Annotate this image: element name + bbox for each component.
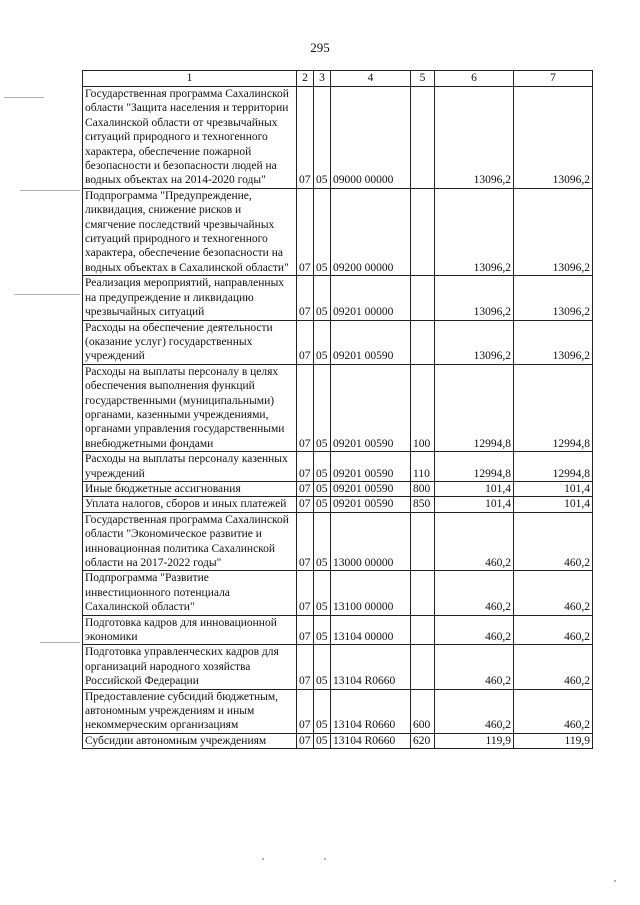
- row-amount-2: 460,2: [514, 512, 593, 571]
- row-amount-2: 101,4: [514, 497, 593, 512]
- row-subsection: 05: [314, 364, 331, 451]
- column-header: 3: [314, 71, 331, 87]
- row-amount-1: 13096,2: [435, 320, 514, 364]
- row-expense-type: [411, 645, 435, 689]
- row-section: 07: [297, 571, 314, 615]
- row-target-article: 13104 00000: [331, 615, 411, 645]
- row-target-article: 13104 R0660: [331, 733, 411, 748]
- table-header-row: [83, 71, 593, 87]
- row-target-article: 09200 00000: [331, 188, 411, 275]
- column-header: 2: [297, 71, 314, 87]
- row-amount-2: 101,4: [514, 481, 593, 496]
- scan-artifact: [4, 97, 44, 98]
- table-row: [83, 571, 593, 615]
- row-section: 07: [297, 645, 314, 689]
- row-amount-2: 119,9: [514, 733, 593, 748]
- row-subsection: 05: [314, 571, 331, 615]
- row-expense-type: [411, 276, 435, 320]
- row-section: 07: [297, 512, 314, 571]
- row-name: Подпрограмма "Предупреждение, ликвидация, снижение рисков и смягчение последствий чрезвычайных ситуаций природного и техногенного характера, обеспечение безопасности на водных объектах в Сахалинской области": [83, 188, 297, 275]
- row-subsection: 05: [314, 188, 331, 275]
- row-expense-type: 100: [411, 364, 435, 451]
- row-amount-2: 13096,2: [514, 320, 593, 364]
- row-amount-1: 460,2: [435, 689, 514, 733]
- row-amount-2: 12994,8: [514, 364, 593, 451]
- row-name: Подготовка управленческих кадров для организаций народного хозяйства Российской Федерации: [83, 645, 297, 689]
- row-name: Расходы на выплаты персоналу в целях обеспечения выполнения функций государственными (муниципальными) органами, казенными учреждениями, органами управления государственными внебюджетными фондами: [83, 364, 297, 451]
- table-row: [83, 481, 593, 496]
- table-row: [83, 452, 593, 482]
- row-amount-1: 13096,2: [435, 87, 514, 189]
- row-section: 07: [297, 615, 314, 645]
- row-target-article: 09201 00000: [331, 276, 411, 320]
- table-row: [83, 320, 593, 364]
- row-section: 07: [297, 87, 314, 189]
- table-row: [83, 276, 593, 320]
- row-expense-type: [411, 188, 435, 275]
- table-body: [83, 87, 593, 749]
- table-row: [83, 645, 593, 689]
- row-target-article: 09201 00590: [331, 497, 411, 512]
- row-expense-type: 800: [411, 481, 435, 496]
- scan-artifact: [262, 858, 264, 860]
- row-target-article: 13100 00000: [331, 571, 411, 615]
- row-amount-2: 13096,2: [514, 87, 593, 189]
- row-amount-1: 101,4: [435, 481, 514, 496]
- row-section: 07: [297, 733, 314, 748]
- row-amount-2: 460,2: [514, 689, 593, 733]
- row-expense-type: 850: [411, 497, 435, 512]
- row-name: Расходы на выплаты персоналу казенных учреждений: [83, 452, 297, 482]
- row-amount-1: 460,2: [435, 645, 514, 689]
- table-row: [83, 689, 593, 733]
- row-expense-type: 600: [411, 689, 435, 733]
- row-expense-type: 110: [411, 452, 435, 482]
- row-amount-1: 460,2: [435, 512, 514, 571]
- row-amount-1: 119,9: [435, 733, 514, 748]
- row-section: 07: [297, 320, 314, 364]
- row-subsection: 05: [314, 689, 331, 733]
- scan-artifact: [14, 294, 80, 295]
- row-subsection: 05: [314, 645, 331, 689]
- row-target-article: 13104 R0660: [331, 645, 411, 689]
- row-section: 07: [297, 188, 314, 275]
- row-amount-1: 13096,2: [435, 276, 514, 320]
- table-row: [83, 364, 593, 451]
- row-name: Иные бюджетные ассигнования: [83, 481, 297, 496]
- column-header: 4: [331, 71, 411, 87]
- row-expense-type: [411, 615, 435, 645]
- row-name: Подпрограмма "Развитие инвестиционного потенциала Сахалинской области": [83, 571, 297, 615]
- budget-table: [82, 70, 593, 749]
- row-subsection: 05: [314, 481, 331, 496]
- scan-artifact: [324, 858, 326, 860]
- row-name: Государственная программа Сахалинской области "Защита населения и территории Сахалинской области от чрезвычайных ситуаций природного и техногенного характера, обеспечение пожарной безопасности и безопасности людей на водных объектах на 2014-2020 годы": [83, 87, 297, 189]
- row-target-article: 13000 00000: [331, 512, 411, 571]
- row-target-article: 09201 00590: [331, 364, 411, 451]
- row-target-article: 09201 00590: [331, 452, 411, 482]
- row-name: Реализация мероприятий, направленных на предупреждение и ликвидацию чрезвычайных ситуаций: [83, 276, 297, 320]
- row-subsection: 05: [314, 512, 331, 571]
- row-section: 07: [297, 689, 314, 733]
- row-section: 07: [297, 276, 314, 320]
- row-expense-type: [411, 320, 435, 364]
- row-expense-type: [411, 87, 435, 189]
- row-amount-2: 13096,2: [514, 276, 593, 320]
- table-row: [83, 497, 593, 512]
- row-target-article: 09201 00590: [331, 320, 411, 364]
- row-amount-2: 460,2: [514, 615, 593, 645]
- column-header: 6: [435, 71, 514, 87]
- row-section: 07: [297, 481, 314, 496]
- page-number: 295: [310, 40, 330, 55]
- scan-artifact: [20, 190, 80, 191]
- row-expense-type: [411, 512, 435, 571]
- row-amount-1: 460,2: [435, 571, 514, 615]
- row-subsection: 05: [314, 320, 331, 364]
- column-header: 7: [514, 71, 593, 87]
- row-target-article: 13104 R0660: [331, 689, 411, 733]
- scan-artifact: [614, 880, 616, 882]
- row-name: Государственная программа Сахалинской области "Экономическое развитие и инновационная политика Сахалинской области на 2017-2022 годы": [83, 512, 297, 571]
- scan-artifact: [40, 642, 80, 643]
- row-name: Подготовка кадров для инновационной экономики: [83, 615, 297, 645]
- row-subsection: 05: [314, 497, 331, 512]
- row-amount-2: 460,2: [514, 571, 593, 615]
- row-section: 07: [297, 452, 314, 482]
- row-amount-1: 13096,2: [435, 188, 514, 275]
- row-name: Расходы на обеспечение деятельности (оказание услуг) государственных учреждений: [83, 320, 297, 364]
- row-target-article: 09201 00590: [331, 481, 411, 496]
- row-section: 07: [297, 364, 314, 451]
- row-amount-2: 460,2: [514, 645, 593, 689]
- row-name: Уплата налогов, сборов и иных платежей: [83, 497, 297, 512]
- table-row: [83, 188, 593, 275]
- row-amount-2: 13096,2: [514, 188, 593, 275]
- row-expense-type: [411, 571, 435, 615]
- row-subsection: 05: [314, 615, 331, 645]
- table-row: [83, 733, 593, 748]
- row-amount-1: 460,2: [435, 615, 514, 645]
- row-expense-type: 620: [411, 733, 435, 748]
- column-header: 1: [83, 71, 297, 87]
- row-amount-1: 101,4: [435, 497, 514, 512]
- table-row: [83, 512, 593, 571]
- row-amount-2: 12994,8: [514, 452, 593, 482]
- row-name: Субсидии автономным учреждениям: [83, 733, 297, 748]
- column-header: 5: [411, 71, 435, 87]
- row-target-article: 09000 00000: [331, 87, 411, 189]
- row-subsection: 05: [314, 87, 331, 189]
- row-amount-1: 12994,8: [435, 452, 514, 482]
- row-name: Предоставление субсидий бюджетным, автономным учреждениям и иным некоммерческим организациям: [83, 689, 297, 733]
- row-section: 07: [297, 497, 314, 512]
- row-amount-1: 12994,8: [435, 364, 514, 451]
- table-row: [83, 615, 593, 645]
- row-subsection: 05: [314, 276, 331, 320]
- row-subsection: 05: [314, 452, 331, 482]
- row-subsection: 05: [314, 733, 331, 748]
- table-row: [83, 87, 593, 189]
